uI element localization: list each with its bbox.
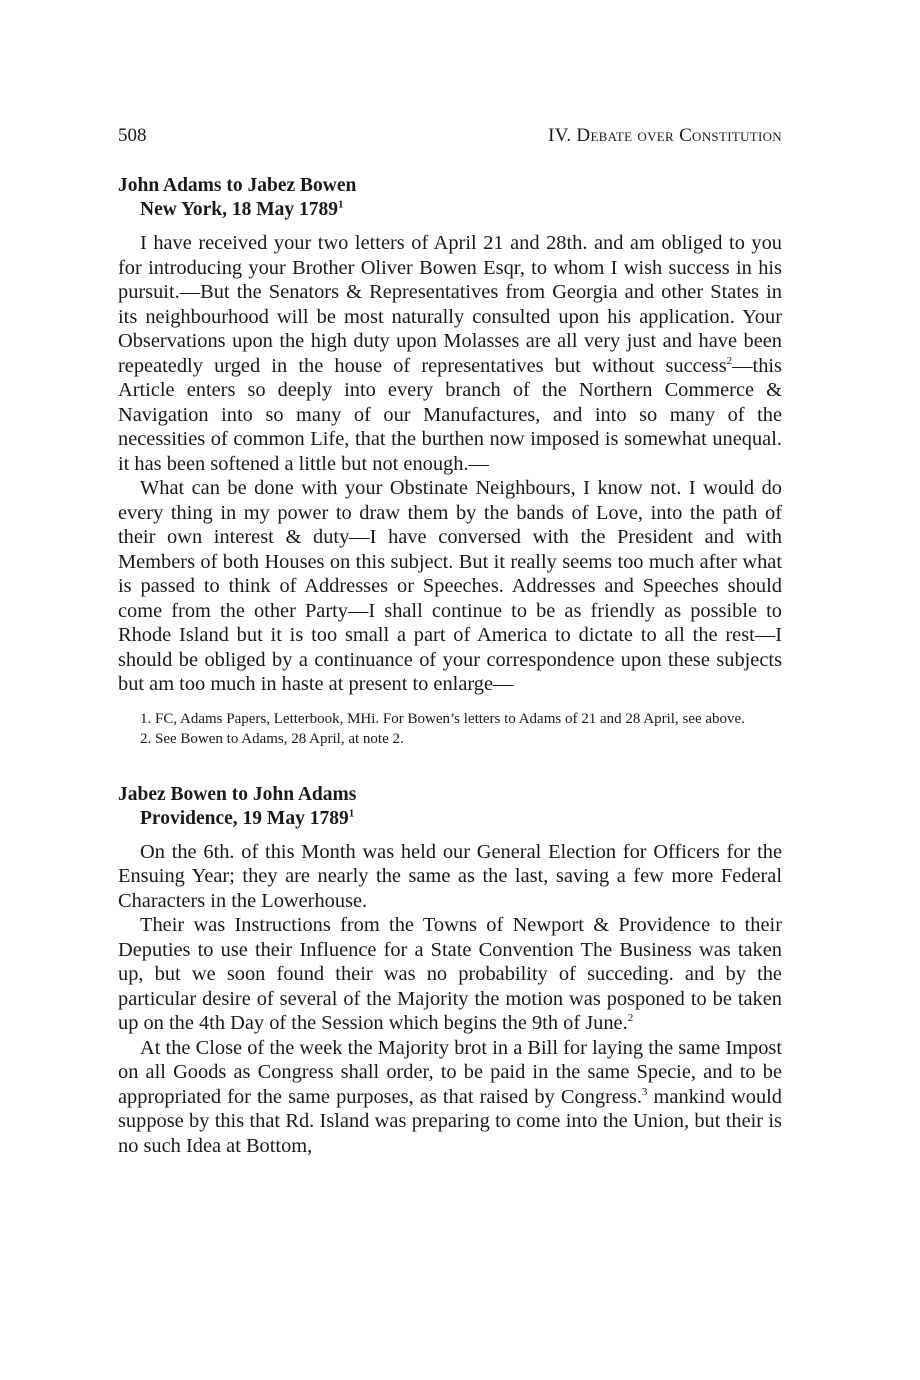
letter-place-date: Providence, 19 May 1789$^1$ <box>140 807 355 829</box>
paragraph: At the Close of the week the Majority brot in a Bill for laying the same Impost on all Goods as Congress shall order, to be paid in the same Specie, and to be appropriated for the same purposes, as that raised by Congress.$^3$ mankind would suppose by this that Rd. Island was preparing to come into the Union, but their is no such Idea at Bottom, <box>118 1036 782 1157</box>
paragraph: On the 6th. of this Month was held our General Election for Officers for the Ensuing Year; they are nearly the same as the last, saving a few more Federal Characters in the Lowerhouse. <box>118 840 782 912</box>
footnote-ref: 3 <box>641 1085 648 1098</box>
footnote-ref: 2 <box>726 354 733 367</box>
letter-heading <box>118 783 782 831</box>
letter-title: Jabez Bowen to John Adams <box>118 783 357 805</box>
page-content <box>118 174 782 1158</box>
footnote-ref: 1 <box>348 807 355 819</box>
letter-adams-to-bowen <box>118 174 782 749</box>
letter-title: John Adams to Jabez Bowen <box>118 175 357 196</box>
paragraph: What can be done with your Obstinate Neighbours, I know not. I would do every thing in my power to draw them by the bands of Love, into the path of their own interest & duty—I have conversed with the President and with Members of both Houses on this subject. But it really seems too much after what is passed to think of Addresses or Speeches. Addresses and Speeches should come from the other Party—I shall continue to be as friendly as possible to Rhode Island but it is too small a part of America to dictate to all the rest—I should be obliged by a continuance of your correspondence upon these subjects but am too much in haste at present to enlarge— <box>118 477 782 695</box>
letter-heading <box>118 174 782 222</box>
letter-body <box>118 840 782 1159</box>
footnote: 1. FC, Adams Papers, Letterbook, MHi. For Bowen’s letters to Adams of 21 and 28 April, see above. <box>140 710 745 727</box>
paragraph: I have received your two letters of April 21 and 28th. and am obliged to you for introducing your Brother Oliver Bowen Esqr, to whom I wish success in his pursuit.—But the Senators & Representatives from Georgia and other States in its neighbourhood will be most naturally consulted upon his application. Your Observations upon the high duty upon Molasses are all very just and have been repeatedly urged in the house of representatives but without success$^2$—this Article enters so deeply into every branch of the Northern Commerce & Navigation into so many of our Manufactures, and into so many of the necessities of common Life, that the burthen now imposed is somewhat unequal. it has been softened a little but not enough.— <box>118 232 782 475</box>
footnote: 2. See Bowen to Adams, 28 April, at note 2. <box>140 730 404 747</box>
letter-bowen-to-adams <box>118 783 782 1159</box>
footnotes <box>118 709 782 749</box>
page-number: 508 <box>118 125 147 146</box>
footnote-ref: 1 <box>338 198 344 211</box>
paragraph: Their was Instructions from the Towns of Newport & Providence to their Deputies to use their Influence for a State Convention The Business was taken up, but we soon found their was no probability of succeding. and by the particular desire of several of the Majority the motion was posponed to be taken up on the 4th Day of the Session which begins the 9th of June.$^2$ <box>118 914 782 1034</box>
letter-place-date: New York, 18 May 1789$^1$ <box>140 198 344 220</box>
letter-body <box>118 231 782 697</box>
section-title: IV. Debate over Constitution <box>548 125 782 146</box>
footnote-ref: 2 <box>627 1012 634 1025</box>
